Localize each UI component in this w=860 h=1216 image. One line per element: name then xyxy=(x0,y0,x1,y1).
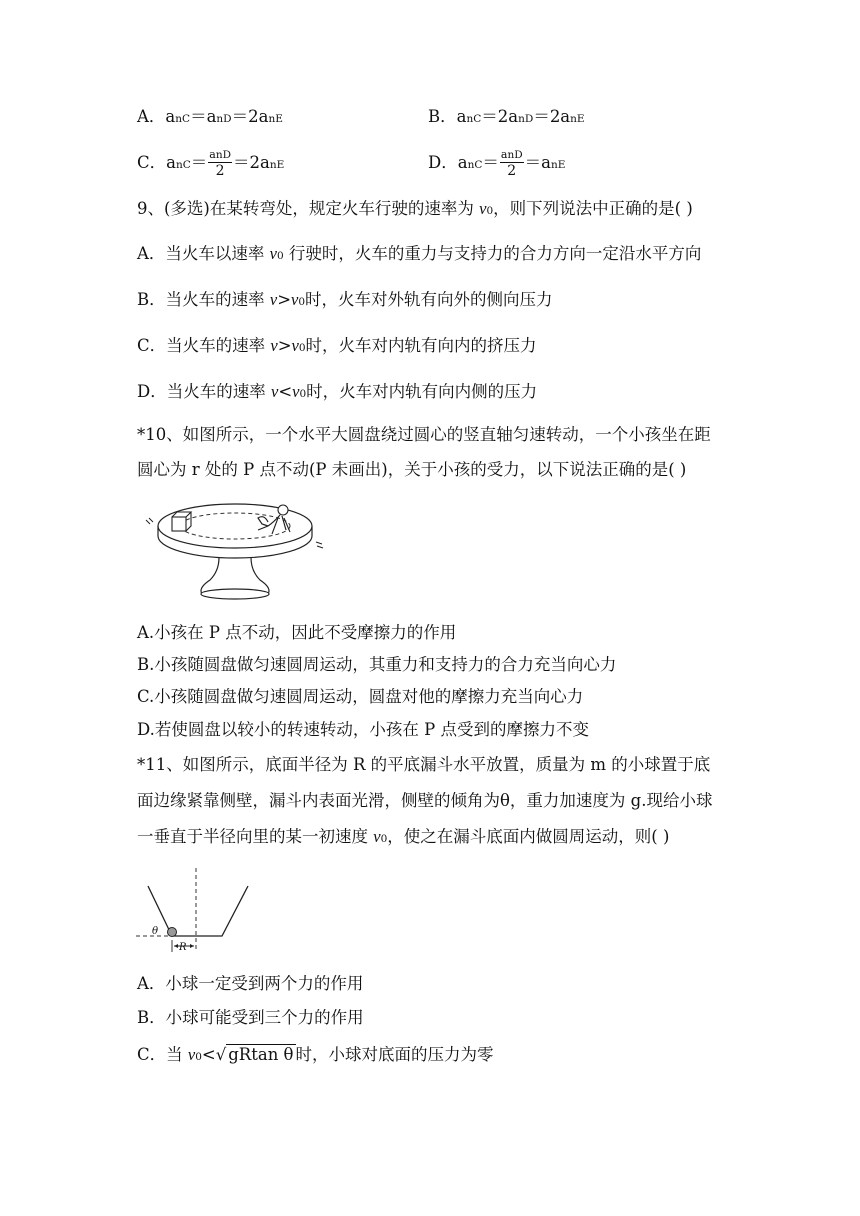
sqrt-expression: gRtan θ xyxy=(228,1045,294,1064)
q10-option-a: A.小孩在 P 点不动，因此不受摩擦力的作用 xyxy=(137,623,457,642)
q8-option-c: C．anC＝ $\frac{\text{anD}}{2}$ ＝2anE xyxy=(137,148,285,179)
theta-label: θ xyxy=(152,926,159,937)
fraction: $\frac{\text{anD}}{2}$ xyxy=(500,148,523,179)
q10-option-d: D.若使圆盘以较小的转速转动，小孩在 P 点受到的摩擦力不变 xyxy=(137,720,589,739)
q11-option-a: A．小球一定受到两个力的作用 xyxy=(137,974,364,993)
q11-stem-line1: *11、如图所示，底面半径为 R 的平底漏斗水平放置，质量为 m 的小球置于底 xyxy=(137,755,711,774)
q9-option-b: B．当火车的速率 v>v0时，火车对外轨有向外的侧向压力 xyxy=(137,290,553,309)
q9-stem: 9、(多选)在某转弯处，规定火车行驶的速率为 v0，则下列说法中正确的是( ) xyxy=(137,199,693,218)
q9-option-a: A．当火车以速率 v0 行驶时，火车的重力与支持力的合力方向一定沿水平方向 xyxy=(137,244,702,263)
q10-option-c: C.小孩随圆盘做匀速圆周运动，圆盘对他的摩擦力充当向心力 xyxy=(137,687,584,706)
q11-option-b: B．小球可能受到三个力的作用 xyxy=(137,1008,364,1027)
rotating-disc-figure xyxy=(140,496,330,608)
q10-stem-line2: 圆心为 r 处的 P 点不动(P 未画出)，关于小孩的受力，以下说法正确的是( ) xyxy=(137,460,687,479)
q8-option-d: D．anC＝ $\frac{\text{anD}}{2}$ ＝anE xyxy=(428,148,566,179)
q10-stem-line1: *10、如图所示，一个水平大圆盘绕过圆心的竖直轴匀速转动，一个小孩坐在距 xyxy=(137,425,711,444)
q11-option-c: C．当 v0<√ gRtan θ 时，小球对底面的压力为零 xyxy=(137,1045,494,1064)
sqrt-sign: √ xyxy=(215,1045,227,1064)
q11-stem-line2: 面边缘紧靠侧壁，漏斗内表面光滑，侧壁的倾角为θ，重力加速度为 g.现给小球 xyxy=(137,791,713,810)
q8-option-a: A．anC＝anD＝2anE xyxy=(137,107,283,126)
q8-option-b: B．anC＝2anD＝2anE xyxy=(428,107,585,126)
funnel-figure xyxy=(136,866,256,954)
q9-option-c: C．当火车的速率 v>v0时，火车对内轨有向内的挤压力 xyxy=(137,336,537,355)
q10-option-b: B.小孩随圆盘做匀速圆周运动，其重力和支持力的合力充当向心力 xyxy=(137,655,617,674)
q9-option-d: D．当火车的速率 v<v0时，火车对内轨有向内侧的压力 xyxy=(137,382,538,401)
fraction: $\frac{\text{anD}}{2}$ xyxy=(209,148,232,179)
q11-stem-line3: 一垂直于半径向里的某一初速度 v0，使之在漏斗底面内做圆周运动，则( ) xyxy=(137,827,670,846)
radius-label: R xyxy=(179,942,187,953)
